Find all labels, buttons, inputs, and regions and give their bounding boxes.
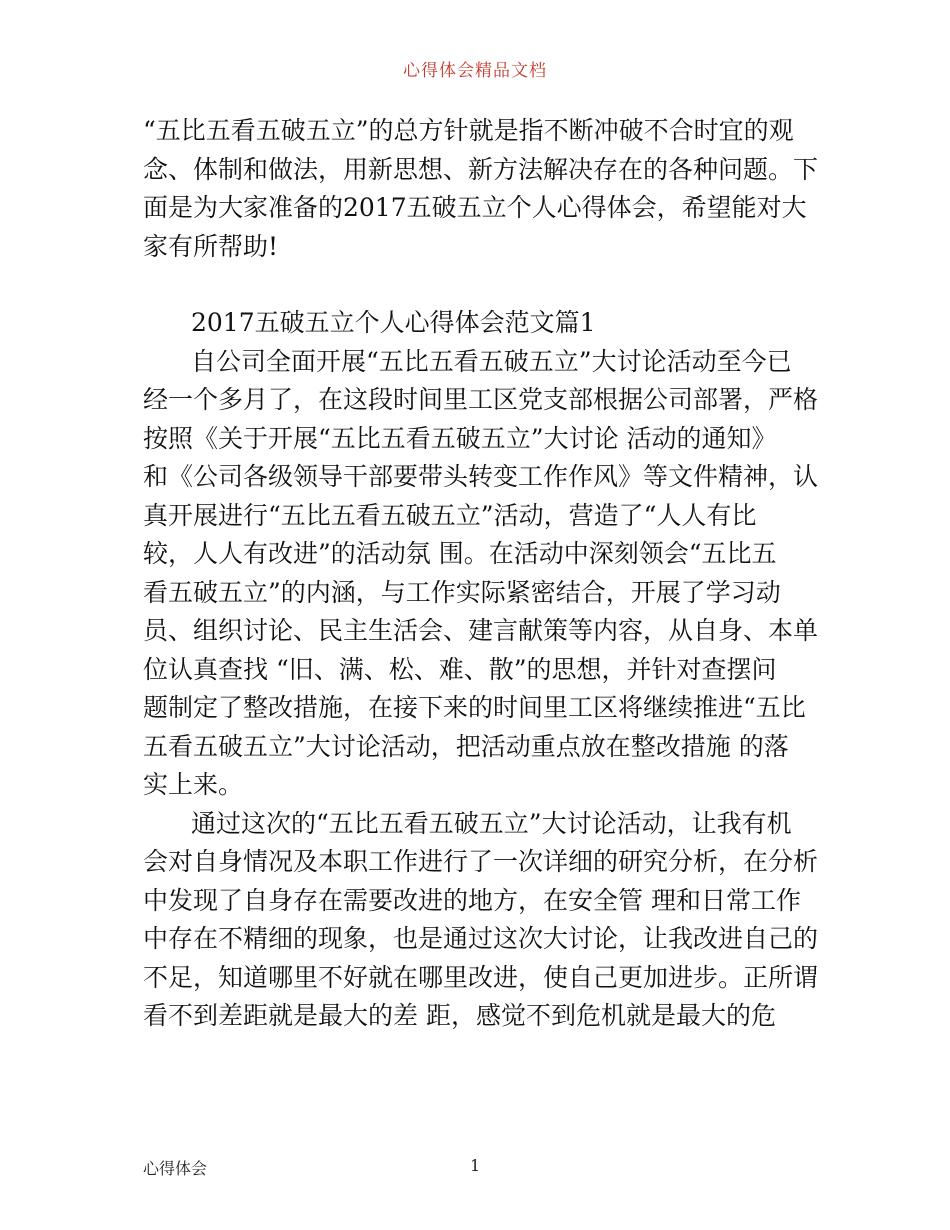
paragraph2-line: 会对自身情况及本职工作进行了一次详细的研究分析，在分析 xyxy=(143,847,819,876)
paragraph2-line: 不足，知道哪里不好就在哪里改进，使自己更加进步。正所谓 xyxy=(143,962,819,992)
intro-line: 面是为大家准备的2017五破五立个人心得体会，希望能对大 xyxy=(143,193,807,222)
intro-line: 家有所帮助! xyxy=(143,231,279,261)
paragraph1-line: 看五破五立”的内涵，与工作实际紧密结合，开展了学习动 xyxy=(143,577,781,607)
paragraph1-line: 员、组织讨论、民主生活会、建言献策等内容，从自身、本单 xyxy=(143,616,819,645)
section-title: 2017五破五立个人心得体会范文篇1 xyxy=(191,308,596,337)
intro-line: “五比五看五破五立”的总方针就是指不断冲破不合时宜的观 xyxy=(143,116,794,145)
paragraph2-line: 中发现了自身存在需要改进的地方，在安全管 理和日常工作 xyxy=(143,885,801,915)
paragraph1-line: 位认真查找 “旧、满、松、难、散”的思想，并针对查摆问 xyxy=(143,654,777,684)
paragraph2-line: 看不到差距就是最大的差 距，感觉不到危机就是最大的危 xyxy=(143,1001,776,1030)
paragraph2-line: 中存在不精细的现象，也是通过这次大讨论，让我改进自己的 xyxy=(143,924,819,953)
intro-line: 念、体制和做法，用新思想、新方法解决存在的各种问题。下 xyxy=(143,154,819,184)
paragraph-gap xyxy=(143,266,815,304)
paragraph1-line: 五看五破五立”大讨论活动，把活动重点放在整改措施 的落 xyxy=(143,731,789,761)
paragraph1-line: 经一个多月了，在这段时间里工区党支部根据公司部署，严格 xyxy=(143,385,819,414)
page-header-title: 心得体会精品文档 xyxy=(403,61,547,81)
paragraph1-line: 实上来。 xyxy=(143,770,244,799)
paragraph1-line: 题制定了整改措施，在接下来的时间里工区将继续推进“五比 xyxy=(143,693,806,722)
paragraph1-line: 较，人人有改进”的活动氛 围。在活动中深刻领会“五比五 xyxy=(143,539,777,568)
footer-label: 心得体会 xyxy=(143,1159,208,1178)
paragraph1-line: 和《公司各级领导干部要带头转变工作作风》等文件精神，认 xyxy=(143,462,819,491)
page-number: 1 xyxy=(470,1156,481,1175)
paragraph1-line: 真开展进行“五比五看五破五立”活动，营造了“人人有比 xyxy=(143,500,757,530)
paragraph1-line: 自公司全面开展“五比五看五破五立”大讨论活动至今已 xyxy=(191,346,792,376)
paragraph1-line: 按照《关于开展“五比五看五破五立”大讨论 活动的通知》 xyxy=(143,423,777,453)
document-body xyxy=(143,112,819,1036)
paragraph2-line: 通过这次的“五比五看五破五立”大讨论活动，让我有机 xyxy=(191,808,792,838)
